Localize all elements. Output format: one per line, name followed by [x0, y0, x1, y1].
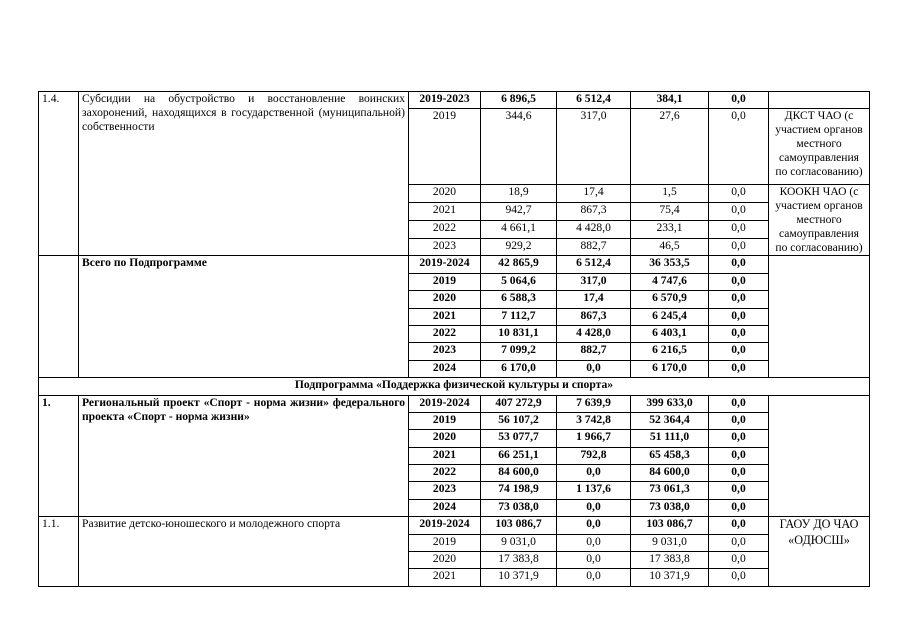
fund-regional-cell: 1,5: [631, 185, 709, 203]
fund-regional-cell: 6 170,0: [631, 360, 709, 377]
fund-federal-cell: 0,0: [557, 552, 631, 569]
total-cell: 73 038,0: [481, 499, 557, 516]
year-cell: 2019-2024: [409, 256, 481, 273]
fund-federal-cell: 882,7: [557, 343, 631, 360]
responsible-empty: [769, 92, 870, 109]
fund-regional-cell: 73 038,0: [631, 499, 709, 516]
fund-regional-cell: 103 086,7: [631, 517, 709, 534]
total-cell: 9 031,0: [481, 534, 557, 551]
total-cell: 18,9: [481, 185, 557, 203]
fund-local-cell: 0,0: [709, 395, 769, 412]
fund-local-cell: 0,0: [709, 238, 769, 256]
year-cell: 2019-2024: [409, 517, 481, 534]
measure-name: Субсидии на обустройство и восстановление воинских захоронений, находящихся в государственной (муниципальной) собственности: [79, 92, 409, 256]
fund-regional-cell: 65 458,3: [631, 447, 709, 464]
fund-federal-cell: 0,0: [557, 517, 631, 534]
fund-local-cell: 0,0: [709, 291, 769, 308]
fund-local-cell: 0,0: [709, 360, 769, 377]
fund-local-cell: 0,0: [709, 308, 769, 325]
fund-regional-cell: 9 031,0: [631, 534, 709, 551]
year-cell: 2020: [409, 430, 481, 447]
total-cell: 929,2: [481, 238, 557, 256]
fund-regional-cell: 27,6: [631, 109, 709, 185]
year-cell: 2022: [409, 465, 481, 482]
year-cell: 2024: [409, 499, 481, 516]
row-number-empty: [39, 256, 79, 378]
total-cell: 6 170,0: [481, 360, 557, 377]
fund-federal-cell: 17,4: [557, 185, 631, 203]
fund-federal-cell: 0,0: [557, 534, 631, 551]
fund-federal-cell: 867,3: [557, 203, 631, 221]
fund-local-cell: 0,0: [709, 220, 769, 238]
fund-local-cell: 0,0: [709, 482, 769, 499]
fund-federal-cell: 1 137,6: [557, 482, 631, 499]
fund-regional-cell: 6 570,9: [631, 291, 709, 308]
fund-local-cell: 0,0: [709, 343, 769, 360]
fund-federal-cell: 6 512,4: [557, 92, 631, 109]
fund-local-cell: 0,0: [709, 109, 769, 185]
fund-local-cell: 0,0: [709, 569, 769, 586]
fund-federal-cell: 7 639,9: [557, 395, 631, 412]
total-cell: 74 198,9: [481, 482, 557, 499]
total-cell: 10 831,1: [481, 325, 557, 342]
year-cell: 2020: [409, 185, 481, 203]
responsible-empty: [769, 256, 870, 378]
fund-regional-cell: 6 216,5: [631, 343, 709, 360]
year-cell: 2022: [409, 325, 481, 342]
fund-local-cell: 0,0: [709, 92, 769, 109]
total-cell: 84 600,0: [481, 465, 557, 482]
fund-regional-cell: 384,1: [631, 92, 709, 109]
fund-local-cell: 0,0: [709, 552, 769, 569]
total-cell: 407 272,9: [481, 395, 557, 412]
fund-local-cell: 0,0: [709, 325, 769, 342]
fund-local-cell: 0,0: [709, 499, 769, 516]
year-cell: 2019: [409, 273, 481, 290]
fund-local-cell: 0,0: [709, 203, 769, 221]
total-cell: 6 588,3: [481, 291, 557, 308]
fund-local-cell: 0,0: [709, 465, 769, 482]
table-body: [39, 92, 870, 587]
total-cell: 6 896,5: [481, 92, 557, 109]
fund-federal-cell: 4 428,0: [557, 325, 631, 342]
fund-regional-cell: 51 111,0: [631, 430, 709, 447]
measure-name: Развитие детско-юношеского и молодежного спорта: [79, 517, 409, 587]
year-cell: 2019: [409, 412, 481, 429]
total-cell: 103 086,7: [481, 517, 557, 534]
fund-federal-cell: 0,0: [557, 569, 631, 586]
year-cell: 2021: [409, 308, 481, 325]
total-cell: 344,6: [481, 109, 557, 185]
fund-federal-cell: 882,7: [557, 238, 631, 256]
row-number: 1.: [39, 395, 79, 517]
year-cell: 2023: [409, 343, 481, 360]
fund-local-cell: 0,0: [709, 517, 769, 534]
total-cell: 4 661,1: [481, 220, 557, 238]
year-cell: 2019-2024: [409, 395, 481, 412]
year-cell: 2020: [409, 291, 481, 308]
table-row: [39, 256, 870, 273]
fund-federal-cell: 0,0: [557, 499, 631, 516]
total-cell: 5 064,6: [481, 273, 557, 290]
fund-regional-cell: 46,5: [631, 238, 709, 256]
total-cell: 7 112,7: [481, 308, 557, 325]
total-cell: 7 099,2: [481, 343, 557, 360]
responsible-cell: ГАОУ ДО ЧАО «ОДЮСШ»: [769, 517, 870, 587]
responsible-cell: КООКН ЧАО (с участием органов местного самоуправления по согласованию): [769, 185, 870, 256]
fund-federal-cell: 792,8: [557, 447, 631, 464]
year-cell: 2024: [409, 360, 481, 377]
table-row: [39, 517, 870, 534]
row-number: 1.4.: [39, 92, 79, 256]
total-cell: 66 251,1: [481, 447, 557, 464]
fund-federal-cell: 1 966,7: [557, 430, 631, 447]
total-cell: 53 077,7: [481, 430, 557, 447]
fund-regional-cell: 84 600,0: [631, 465, 709, 482]
fund-federal-cell: 867,3: [557, 308, 631, 325]
year-cell: 2022: [409, 220, 481, 238]
fund-regional-cell: 4 747,6: [631, 273, 709, 290]
table-row: [39, 92, 870, 109]
fund-regional-cell: 233,1: [631, 220, 709, 238]
total-cell: 56 107,2: [481, 412, 557, 429]
fund-regional-cell: 75,4: [631, 203, 709, 221]
year-cell: 2021: [409, 203, 481, 221]
year-cell: 2020: [409, 552, 481, 569]
fund-local-cell: 0,0: [709, 412, 769, 429]
fund-regional-cell: 399 633,0: [631, 395, 709, 412]
measure-name: Региональный проект «Спорт - норма жизни» федерального проекта «Спорт - норма жизни»: [79, 395, 409, 517]
fund-local-cell: 0,0: [709, 447, 769, 464]
budget-table: [38, 91, 870, 587]
responsible-empty: [769, 395, 870, 517]
year-cell: 2021: [409, 447, 481, 464]
year-cell: 2019-2023: [409, 92, 481, 109]
fund-local-cell: 0,0: [709, 185, 769, 203]
fund-federal-cell: 0,0: [557, 465, 631, 482]
fund-regional-cell: 6 245,4: [631, 308, 709, 325]
fund-federal-cell: 17,4: [557, 291, 631, 308]
total-label: Всего по Подпрограмме: [79, 256, 409, 378]
fund-local-cell: 0,0: [709, 256, 769, 273]
total-cell: 42 865,9: [481, 256, 557, 273]
year-cell: 2019: [409, 534, 481, 551]
fund-local-cell: 0,0: [709, 534, 769, 551]
fund-regional-cell: 6 403,1: [631, 325, 709, 342]
fund-federal-cell: 317,0: [557, 273, 631, 290]
fund-federal-cell: 317,0: [557, 109, 631, 185]
year-cell: 2019: [409, 109, 481, 185]
fund-regional-cell: 10 371,9: [631, 569, 709, 586]
total-cell: 10 371,9: [481, 569, 557, 586]
fund-federal-cell: 0,0: [557, 360, 631, 377]
fund-regional-cell: 73 061,3: [631, 482, 709, 499]
fund-federal-cell: 4 428,0: [557, 220, 631, 238]
table-row: [39, 378, 870, 395]
fund-regional-cell: 36 353,5: [631, 256, 709, 273]
responsible-cell: ДКСТ ЧАО (с участием органов местного самоуправления по согласованию): [769, 109, 870, 185]
year-cell: 2023: [409, 482, 481, 499]
total-cell: 942,7: [481, 203, 557, 221]
section-title: Подпрограмма «Поддержка физической культуры и спорта»: [39, 378, 870, 395]
row-number: 1.1.: [39, 517, 79, 587]
fund-federal-cell: 6 512,4: [557, 256, 631, 273]
fund-local-cell: 0,0: [709, 430, 769, 447]
fund-regional-cell: 52 364,4: [631, 412, 709, 429]
fund-regional-cell: 17 383,8: [631, 552, 709, 569]
year-cell: 2023: [409, 238, 481, 256]
table-row: [39, 395, 870, 412]
fund-local-cell: 0,0: [709, 273, 769, 290]
fund-federal-cell: 3 742,8: [557, 412, 631, 429]
total-cell: 17 383,8: [481, 552, 557, 569]
year-cell: 2021: [409, 569, 481, 586]
